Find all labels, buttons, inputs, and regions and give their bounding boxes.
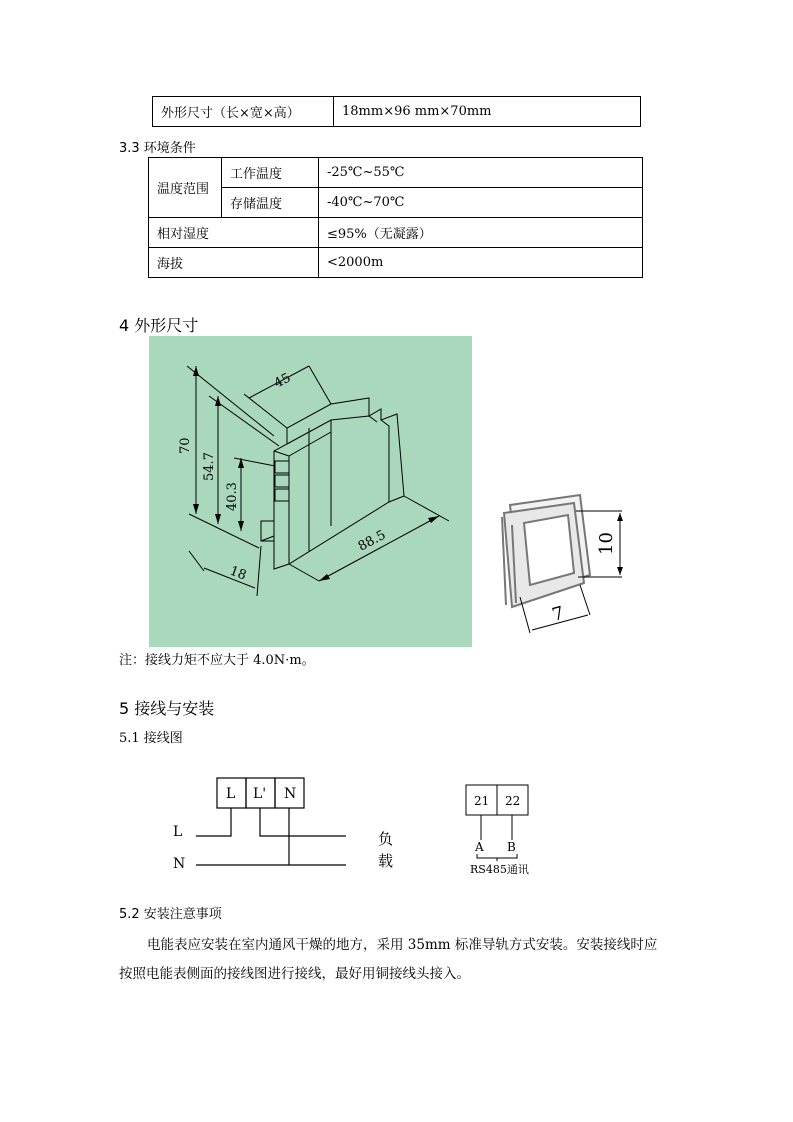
line-l-label: L: [173, 824, 183, 840]
altitude-value: <2000m: [319, 248, 643, 278]
humidity-label: 相对湿度: [149, 218, 319, 248]
line-n-label: N: [173, 856, 186, 872]
terminal-window-drawing: [490, 485, 640, 635]
section-4-heading: 4 外形尺寸: [119, 316, 199, 335]
store-temp-label: 存储温度: [222, 188, 319, 218]
rs485-a-label: A: [475, 840, 484, 854]
rs485-b-label: B: [507, 840, 516, 854]
dim-10-label: 10: [596, 532, 617, 555]
rs485-diagram: [455, 780, 545, 880]
store-temp-value: -40℃~70℃: [319, 188, 643, 218]
rs485-caption: RS485通讯: [470, 863, 529, 876]
terminal-n-label: N: [284, 786, 297, 802]
section-5-heading: 5 接线与安装: [119, 699, 215, 718]
section-5-2-heading: 5.2 安装注意事项: [119, 907, 222, 922]
dimension-drawing: [149, 336, 472, 647]
altitude-label: 海拔: [149, 248, 319, 278]
wiring-diagram: [160, 770, 420, 880]
install-paragraph-line-1: 电能表应安装在室内通风干燥的地方，采用 35mm 标准导轨方式安装。安装接线时应: [147, 937, 658, 953]
terminal-l-label: L: [226, 786, 236, 802]
load-label-1: 负: [378, 830, 394, 848]
work-temp-value: -25℃~55℃: [319, 158, 643, 188]
dim-40-3-label: 40.3: [225, 482, 240, 511]
dimensions-table: [152, 96, 641, 127]
dim-88-5-label: 88.5: [355, 527, 389, 555]
terminal-l-prime-label: L': [253, 786, 267, 802]
dim-7-label: 7: [549, 602, 567, 626]
dim-18-label: 18: [227, 563, 249, 584]
dimensions-value: 18mm×96 mm×70mm: [334, 97, 641, 127]
terminal-21-label: 21: [474, 794, 490, 808]
temp-range-label: 温度范围: [149, 158, 222, 218]
work-temp-label: 工作温度: [222, 158, 319, 188]
dim-54-7-label: 54.7: [202, 452, 217, 481]
dim-70-label: 70: [178, 437, 193, 454]
section-5-1-heading: 5.1 接线图: [119, 731, 183, 746]
dim-45-label: 45: [271, 370, 294, 392]
humidity-value: ≤95%（无凝露）: [319, 218, 643, 248]
install-paragraph-line-2: 按照电能表侧面的接线图进行接线，最好用铜接线头接入。: [119, 966, 470, 982]
dimensions-label: 外形尺寸（长×宽×高）: [153, 97, 334, 127]
section-3-3-heading: 3.3 环境条件: [119, 141, 196, 156]
load-label-2: 载: [378, 852, 394, 870]
environment-table: [148, 157, 643, 278]
torque-note: 注：接线力矩不应大于 4.0N·m。: [119, 653, 315, 668]
terminal-22-label: 22: [505, 794, 521, 808]
